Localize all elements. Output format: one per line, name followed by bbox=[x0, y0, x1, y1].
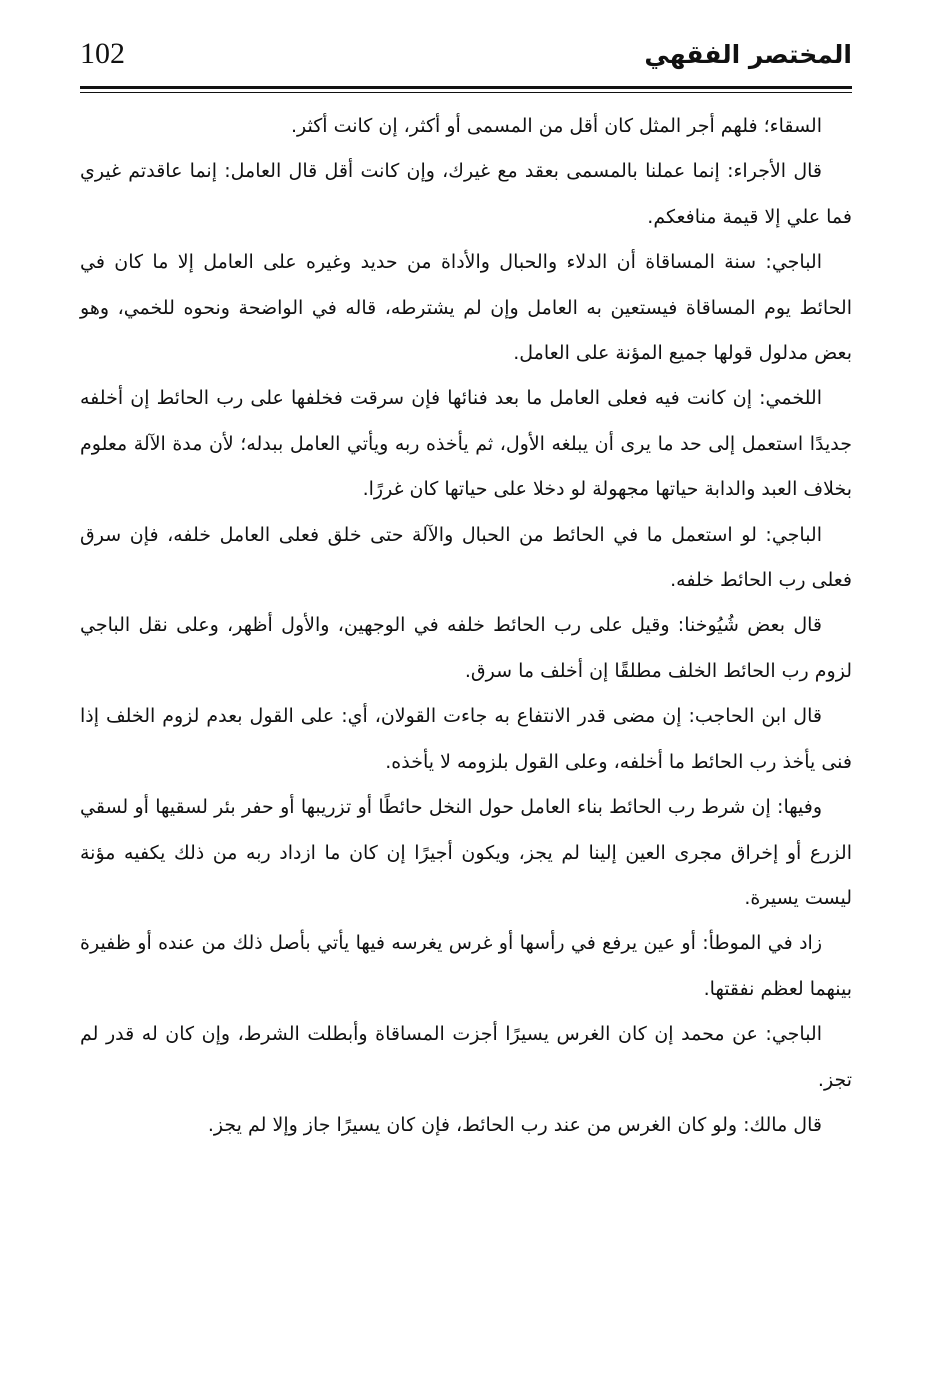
paragraph-1: السقاء؛ فلهم أجر المثل كان أقل من المسمى أو أكثر، إن كانت أكثر. bbox=[290, 115, 822, 137]
paragraph-3: الباجي: سنة المساقاة أن الدلاء والحبال والأداة من حديد وغيره على العامل إلا ما كان في الحائط يوم المساقاة فيستعين به العامل وإن لم يشترطه، قاله في الواضحة ونحوه للخمي، وهو بعض مدلول قولها جميع المؤنة على العامل. bbox=[80, 251, 852, 365]
paragraph-6: قال بعض شُيُوخنا: وقيل على رب الحائط خلفه في الوجهين، والأول أظهر، وعلى نقل الباجي لزوم رب الحائط الخلف مطلقًا إن أخلف ما سرق. bbox=[80, 614, 852, 682]
page-header bbox=[80, 34, 852, 86]
paragraph-11: قال مالك: ولو كان الغرس من عند رب الحائط، فإن كان يسيرًا جاز وإلا لم يجز. bbox=[207, 1113, 822, 1136]
paragraph-10: الباجي: عن محمد إن كان الغرس يسيرًا أجزت المساقاة وأبطلت الشرط، وإن كان له قدر لم تجز. bbox=[80, 1023, 852, 1091]
paragraph-2: قال الأجراء: إنما عملنا بالمسمى بعقد مع غيرك، وإن كانت أقل قال العامل: إنما عاقدتم غيري فما علي إلا قيمة منافعكم. bbox=[80, 160, 852, 228]
page-number: 102 bbox=[80, 37, 125, 70]
paragraph-5: الباجي: لو استعمل ما في الحائط من الحبال والآلة حتى خلق فعلى العامل خلفه، فإن سرق فعلى رب الحائط خلفه. bbox=[80, 523, 852, 592]
header-rule-thin bbox=[80, 92, 852, 93]
paragraph-9: زاد في الموطأ: أو عين يرفع في رأسها أو غرس يغرسه فيها يأتي بأصل ذلك من عنده أو ظفيرة بينهما لعظم نفقتها. bbox=[80, 932, 852, 1000]
body-text bbox=[80, 104, 852, 1148]
paragraph-4: اللخمي: إن كانت فيه فعلى العامل ما بعد فنائها فإن سرقت فخلفها على رب الحائط إن أخلفه جديدًا استعمل إلى حد ما يرى أن يبلغه الأول، ثم يأخذه ربه ويأتي العامل ببدله؛ لأن مدة الآلة معلوم بخلاف العبد والدابة حياتها مجهولة لو دخلا على حياتها كان غررًا. bbox=[80, 387, 852, 501]
paragraph-8: وفيها: إن شرط رب الحائط بناء العامل حول النخل حائطًا أو تزريبها أو حفر بئر لسقيها أو لسقي الزرع أو إخراق مجرى العين إلينا لم يجز، ويكون أجيرًا إن كان ما ازداد ربه من ذلك يكفيه مؤنة ليست يسيرة. bbox=[80, 796, 852, 909]
running-title: المختصر الفقهي bbox=[644, 40, 852, 69]
paragraph-7: قال ابن الحاجب: إن مضى قدر الانتفاع به جاءت القولان، أي: على القول بعدم لزوم الخلف إذا فنى يأخذ رب الحائط ما أخلفه، وعلى القول بلزومه لا يأخذه. bbox=[80, 705, 852, 773]
header-rule bbox=[80, 86, 852, 89]
